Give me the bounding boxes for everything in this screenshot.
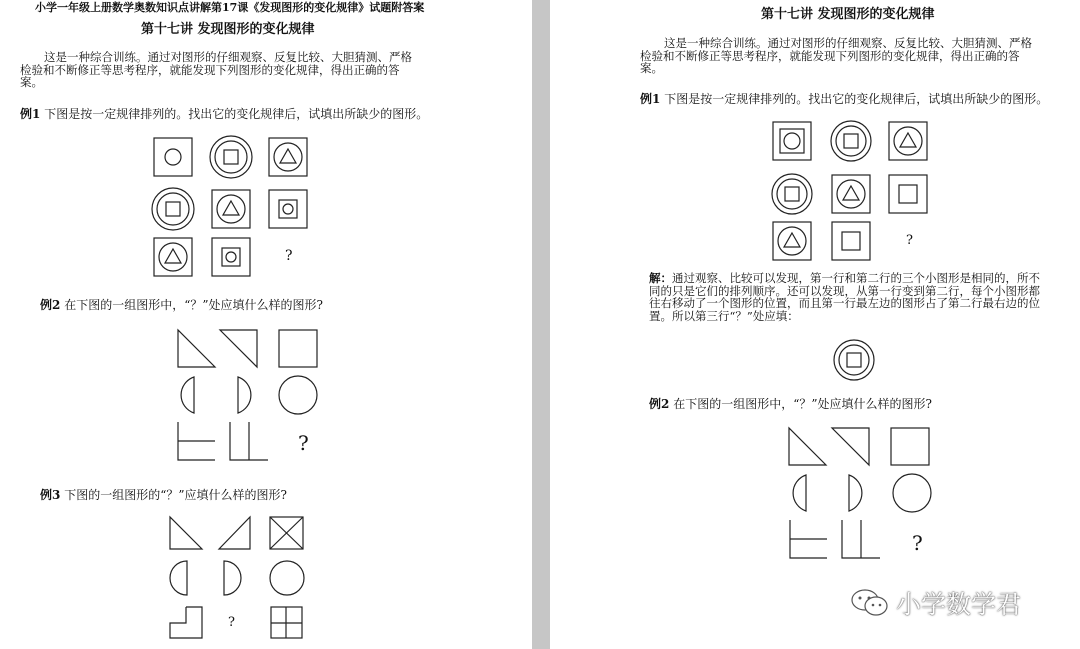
left-document-page [0,0,532,649]
example-2-text: 在下图的一组图形中，“？”处应填什么样的图形? [64,298,323,312]
shape-square-circle-triangle [154,238,192,276]
shape-circle [893,474,931,512]
shape-double-circle-square [210,136,252,178]
intro-line-3: 案。 [20,75,43,89]
example-3-text: 下图的一组图形的“？”应填什么样的图形? [64,488,287,502]
lecture-title: 第十七讲 发现图形的变化规律 [761,7,935,22]
shape-square-circle [154,138,192,176]
shape-half-circle [181,377,194,413]
wechat-icon [850,588,890,618]
watermark-text: 小学数学君 [896,590,1022,619]
shape-circle [270,561,304,595]
example-1-text: 下图是按一定规律排列的。找出它的变化规律后，试填出所缺少的图形。 [44,107,429,121]
shape-square-circle [773,122,811,160]
shape-right-triangle [789,428,826,465]
example-1-question-mark: ? [906,233,913,248]
watermark [850,585,1021,621]
shape-square [891,428,929,465]
solution-label: 解： [649,271,672,285]
shape-square-circle-triangle [212,190,250,228]
shape-double-square [832,222,870,260]
answer-figure [550,330,1080,390]
shape-right-triangle [170,517,202,549]
example-2-label: 例2 [649,397,670,411]
shape-right-triangle [832,428,869,465]
intro-line-1: 这是一种综合训练。通过对图形的仔细观察、反复比较、大胆猜测、严格 [664,36,1032,50]
solution-line-4: 置。所以第三行“？”处应填： [649,308,799,323]
shape-half-circle [793,475,806,511]
shape-square-circle-triangle [269,138,307,176]
shape-double-circle-square [772,174,812,214]
page-gutter [532,0,550,649]
example-1-figure-grid [550,0,1080,270]
example-2-question-mark: ? [298,431,309,455]
solution-line-3: 往右移动了一个图形的位置，而且第一行最左边的图形占了第二行最右边的位 [649,296,1040,310]
solution-line-2: 同的只是它们的排列顺序。还可以发现，从第一行变到第二行，每个小图形都 [649,283,1040,298]
shape-half-circle [238,377,251,413]
example-1-label: 例1 [640,92,661,106]
example-2-prompt [649,398,932,410]
shape-double-circle-square [834,340,874,380]
example-1-text: 下图是按一定规律排列的。找出它的变化规律后，试填出所缺少的图形。 [664,92,1049,106]
shape-square [279,330,317,367]
shape-square-circle-triangle [832,175,870,213]
intro-line-2: 检验和不断修正等思考程序，就能发现下列图形的变化规律，得出正确的答 [640,48,1020,63]
example-1-figure-grid [0,0,532,300]
intro-line-2: 检验和不断修正等思考程序，就能发现下列图形的变化规律，得出正确的答 [20,62,400,77]
shape-square-with-cross [271,607,302,638]
example-3-label: 例3 [40,488,61,502]
example-2-label: 例2 [40,298,61,312]
shape-l-block [170,607,202,638]
shape-half-circle [170,561,187,595]
solution-paragraph [649,272,1069,322]
document-header: 小学一年级上册数学奥数知识点讲解第17课《发现图形的变化规律》试题附答案 [35,1,425,14]
shape-half-circle [849,475,862,511]
example-2-figure-grid [550,420,1080,590]
example-3-figure-grid [0,490,532,649]
shape-half-circle [224,561,241,595]
example-2-text: 在下图的一组图形中，“？”处应填什么样的图形? [673,397,932,411]
shape-square-with-x [270,517,303,549]
example-2-figure-grid [0,300,532,480]
shape-double-circle-square [152,188,194,230]
intro-line-1: 这是一种综合训练。通过对图形的仔细观察、反复比较、大胆猜测、严格 [44,50,412,64]
example-1-label: 例1 [20,107,41,121]
example-1-question-mark: ? [285,248,293,264]
lecture-title: 第十七讲 发现图形的变化规律 [141,22,315,37]
solution-line-1: 通过观察、比较可以发现，第一行和第二行的三个小图形是相同的，所不 [672,271,1040,285]
shape-square-circle-triangle [889,122,927,160]
shape-circle [279,376,317,414]
shape-right-triangle [220,330,257,367]
shape-double-square [269,190,307,228]
shape-right-triangle [178,330,215,367]
example-2-question-mark: ? [912,531,923,555]
example-3-question-mark: ? [228,615,235,630]
right-document-page [550,0,1080,649]
shape-double-square [212,238,250,276]
shape-right-triangle [219,517,250,549]
shape-double-square [889,175,927,213]
shape-square-circle-triangle [773,222,811,260]
intro-line-3: 案。 [640,61,663,75]
shape-double-circle-square [831,121,871,161]
